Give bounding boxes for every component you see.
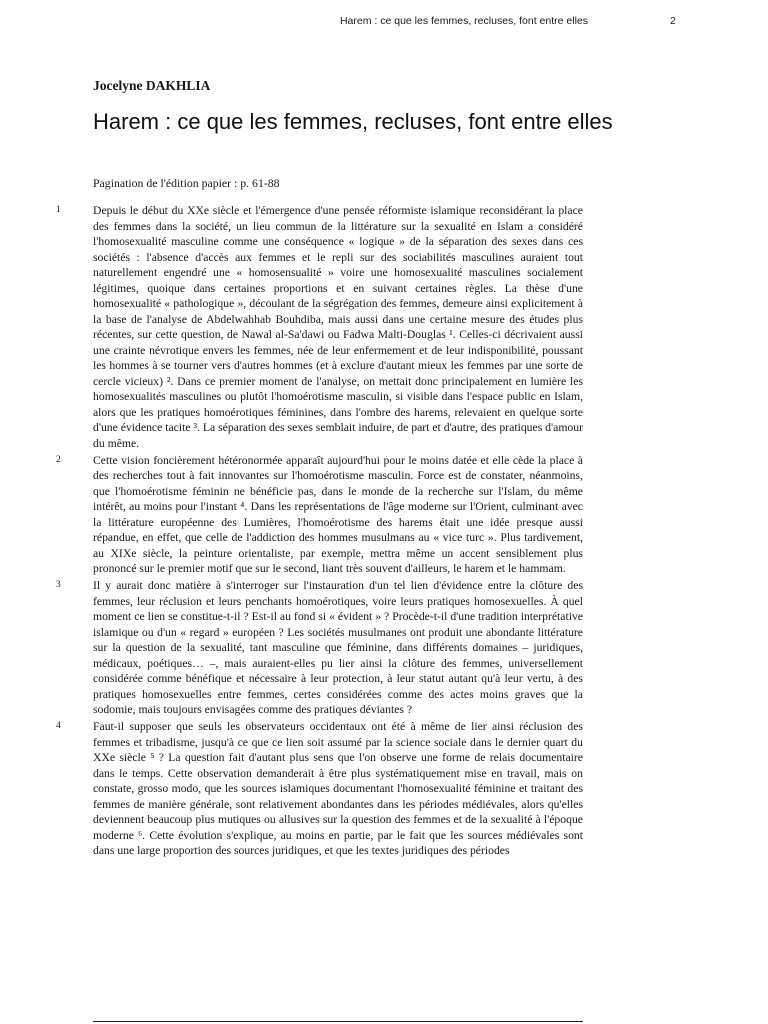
paragraph-3 [56,578,583,718]
paragraph-text: Depuis le début du XXe siècle et l'émergence d'une pensée réformiste islamique reconsidérant la place des femmes dans la société, un lieu commun de la littérature sur la sexualité en Islam a considéré l'homosexualité masculine comme une conséquence « logique » de la séparation des sexes dans ces sociétés : l'absence d'accès aux femmes et le repli sur des sociabilités masculines auraient tout naturellement engendré une « homosensualité » voire une homosexualité masculines socialement légitimes, quoique dans certaines proportions et en suivant certaines règles. La thèse d'une homosexualité « pathologique », découlant de la ségrégation des femmes, demeure ainsi explicitement à la base de l'analyse de Abdelwahhab Bouhdiba, mais aussi dans une certaine mesure des études plus récentes, sur cette question, de Nawal al-Sa'dawi ou Fadwa Malti-Douglas ¹. Celles-ci décrivaient aussi une crainte névrotique envers les femmes, née de leur enfermement et de leur indisponibilité, poussant les hommes à se tourner vers d'autres hommes (et à exclure d'autant mieux les femmes par une sorte de cercle vicieux) ². Dans ce premier moment de l'analyse, on mettait donc principalement en lumière les homosexualités masculines ou plutôt l'homoérotisme masculin, si visible dans l'espace public en Islam, alors que les pratiques homoérotiques féminines, dans l'ombre des harems, relevaient en quelque sorte d'une évidence tacite ³. La séparation des sexes semblait induire, de part et d'autre, des pratiques d'amour du même. [93,204,583,450]
paragraph-number: 3 [56,580,61,590]
paragraph-text: Cette vision foncièrement hétéronormée apparaît aujourd'hui pour le moins datée et elle cède la place à des recherches tout à fait innovantes sur l'homoérotisme masculin. Force est de constater, néanmoins, que l'homoérotisme féminin ne bénéficie pas, dans le monde de la recherche sur l'Islam, du même intérêt, au moins pour l'instant ⁴. Dans les représentations de l'âge moderne sur l'Orient, culminant avec la littérature européenne des Lumières, l'homoérotisme des harems était une idée presque aussi répandue, en effet, que celle de l'addiction des hommes musulmans au « vice turc ». Plus tardivement, au XIXe siècle, la peinture orientaliste, par exemple, mettra même un accent sensiblement plus prononcé sur le premier motif que sur le second, liant très souvent d'ailleurs, le harem et le hammam. [93,453,583,575]
running-title: Harem : ce que les femmes, recluses, font entre elles [339,15,588,27]
paragraph-number: 1 [56,205,61,215]
paragraph-number: 2 [56,454,61,465]
pagination-note: Pagination de l'édition papier : p. 61-88 [93,176,280,190]
article-body [0,203,768,860]
paragraph-1 [56,203,583,451]
paragraph-text: Faut-il supposer que seuls les observateurs occidentaux ont été à même de lier ainsi réclusion des femmes et tribadisme, jusqu'à ce que ce lien soit assumé par la science sociale dans le dernier quart du XXe siècle ⁵ ? La question fait d'autant plus sens que l'on observe une forme de relais documentaire dans le temps. Cette observation demanderait à être plus systématiquement mise en travail, mais on constate, grosso modo, que les sources islamiques documentant l'homosexualité féminine et traitant des femmes de manière générale, sont relativement abondantes dans les périodes médiévales, alors qu'elles deviennent beaucoup plus mutiques ou allusives sur la question des femmes et de la sexualité à l'époque moderne ⁶. Cette évolution s'explique, au moins en partie, par le fait que les sources médiévales sont dans une large proportion des sources juridiques, et que les textes juridiques des périodes [93,720,583,857]
paragraph-2 [56,453,583,577]
paragraph-number: 4 [56,721,61,731]
running-header [0,15,768,31]
paragraph-text: Il y aurait donc matière à s'interroger sur l'instauration d'un tel lien d'évidence entre la clôture des femmes, leur réclusion et leurs penchants homoérotiques, voire leurs pratiques homosexuelles. À quel moment ce lien se constitue-t-il ? Est-il au fond si « évident » ? Procède-t-il d'une tradition interprétative islamique ou d'un « regard » européen ? Les sociétés musulmanes ont produit une abondante littérature sur la question de la sexualité, tant masculine que féminine, dans différents domaines – juridiques, médicaux, poétiques… –, mais auraient-elles pu lier ainsi la clôture des femmes, universellement considérée comme bénéfique et nécessaire à leur protection, à leur statut autant qu'à leur vertu, à des pratiques homosexuelles entre femmes, certes considérées comme des actes moins graves que la sodomie, mais toujours envisagées comme des pratiques déviantes ? [93,579,583,716]
author-name: Jocelyne DAKHLIA [93,78,211,93]
paragraph-4 [56,719,583,859]
footnote-divider [93,1021,583,1022]
article-title: Harem : ce que les femmes, recluses, font entre elles [93,109,613,134]
page-number: 2 [670,15,676,27]
